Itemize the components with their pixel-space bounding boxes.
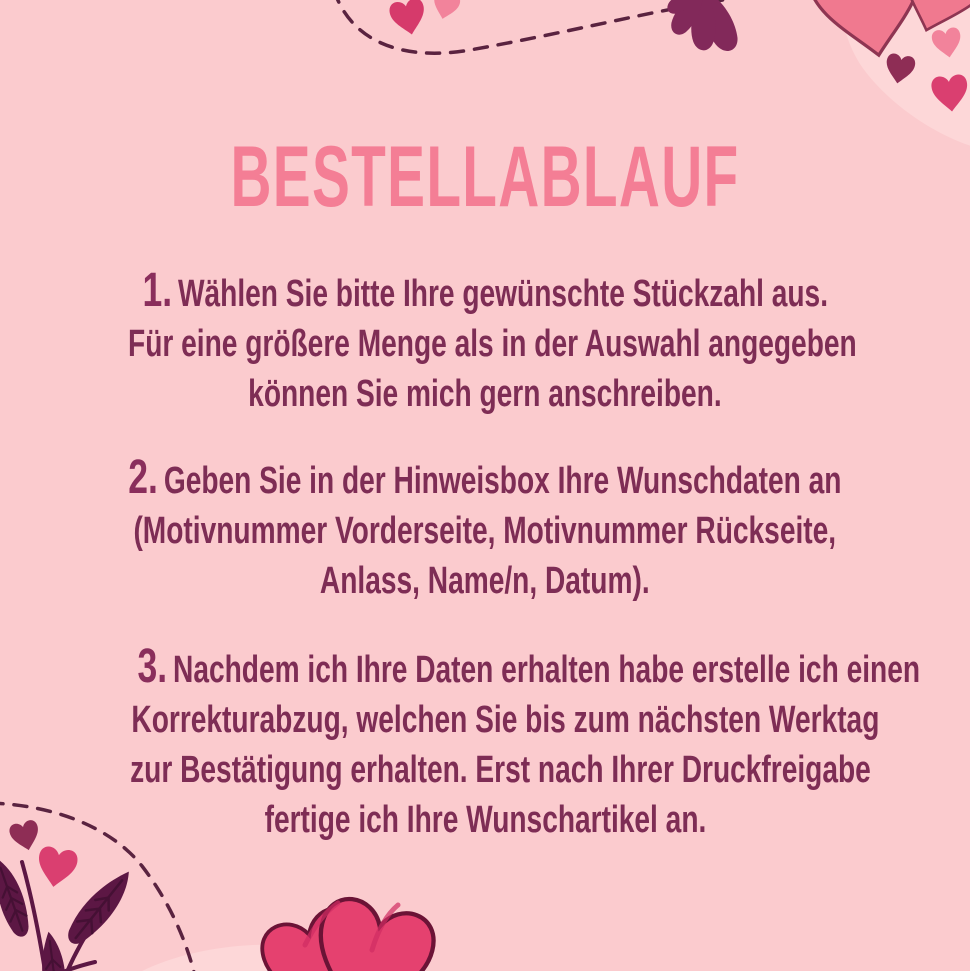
step-3-line: fertige ich Ihre Wunschartikel an. xyxy=(264,799,706,841)
step-2-text: Geben Sie in der Hinweisbox Ihre Wunschdaten an xyxy=(163,460,842,502)
step-3 xyxy=(0,642,970,845)
step-3-line: zur Bestätigung erhalten. Erst nach Ihrer Druckfreigabe xyxy=(130,749,871,791)
step-1-line xyxy=(142,266,828,319)
step-3-number: 3. xyxy=(137,640,168,693)
step-2 xyxy=(0,453,970,606)
step-1 xyxy=(0,266,970,419)
step-1-text: Wählen Sie bitte Ihre gewünschte Stückzahl aus. xyxy=(177,273,828,315)
step-1-number: 1. xyxy=(142,264,172,317)
step-3-line: Korrekturabzug, welchen Sie bis zum nächsten Werktag xyxy=(131,699,880,741)
step-3-text: Nachdem ich Ihre Daten erhalten habe erstelle ich einen xyxy=(173,649,921,691)
step-2-line: Anlass, Name/n, Datum). xyxy=(320,560,650,602)
step-1-line: Für eine größere Menge als in der Auswahl angegeben xyxy=(128,323,857,365)
page-title: BESTELLABLAUF xyxy=(230,129,740,225)
step-2-number: 2. xyxy=(128,451,159,504)
step-3-line xyxy=(137,642,920,695)
step-2-line: (Motivnummer Vorderseite, Motivnummer Rückseite, xyxy=(133,510,837,552)
step-2-line xyxy=(128,453,841,506)
step-1-line: können Sie mich gern anschreiben. xyxy=(248,373,722,415)
